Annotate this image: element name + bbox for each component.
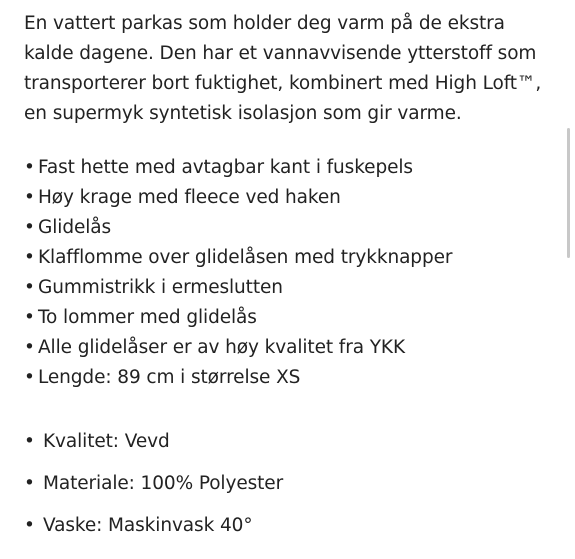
- spec-item: [24, 511, 544, 553]
- product-description-section: [24, 9, 544, 129]
- feature-item: [24, 333, 544, 363]
- bullet-icon: •: [24, 367, 35, 388]
- spec-list: [24, 427, 544, 553]
- feature-item: [24, 153, 544, 183]
- spec-item: [24, 469, 544, 511]
- feature-text: Gummistrikk i ermeslutten: [38, 277, 283, 298]
- bullet-icon: •: [24, 247, 35, 268]
- spec-text: Kvalitet: Vevd: [43, 431, 170, 452]
- feature-text: Fast hette med avtagbar kant i fuskepels: [38, 157, 413, 178]
- feature-text: Klafflomme over glidelåsen med trykknapper: [38, 247, 453, 268]
- bullet-icon: •: [24, 277, 35, 298]
- bullet-icon: •: [24, 473, 35, 494]
- feature-text: Alle glidelåser er av høy kvalitet fra YKK: [38, 337, 405, 358]
- feature-list: [24, 153, 544, 393]
- bullet-icon: •: [24, 307, 35, 328]
- feature-item: [24, 183, 544, 213]
- feature-text: Lengde: 89 cm i størrelse XS: [38, 367, 301, 388]
- bullet-icon: •: [24, 187, 35, 208]
- bullet-icon: •: [24, 217, 35, 238]
- product-description: En vattert parkas som holder deg varm på de ekstra kalde dagene. Den har et vannavvisende ytterstoff som transporterer bort fuktighet, kombinert med High Loft™, en supermyk syntetisk isolasjon som gir varme.: [24, 13, 542, 124]
- spec-item: [24, 427, 544, 469]
- bullet-icon: •: [24, 337, 35, 358]
- bullet-icon: •: [24, 515, 35, 536]
- scrollbar[interactable]: [567, 128, 570, 258]
- feature-item: [24, 273, 544, 303]
- feature-text: Høy krage med fleece ved haken: [38, 187, 341, 208]
- bullet-icon: •: [24, 157, 35, 178]
- feature-text: Glidelås: [38, 217, 112, 238]
- feature-item: [24, 303, 544, 333]
- feature-text: To lommer med glidelås: [38, 307, 257, 328]
- spec-text: Materiale: 100% Polyester: [43, 473, 284, 494]
- feature-item: [24, 213, 544, 243]
- feature-item: [24, 363, 544, 393]
- feature-item: [24, 243, 544, 273]
- spec-text: Vaske: Maskinvask 40°: [43, 515, 253, 536]
- bullet-icon: •: [24, 431, 35, 452]
